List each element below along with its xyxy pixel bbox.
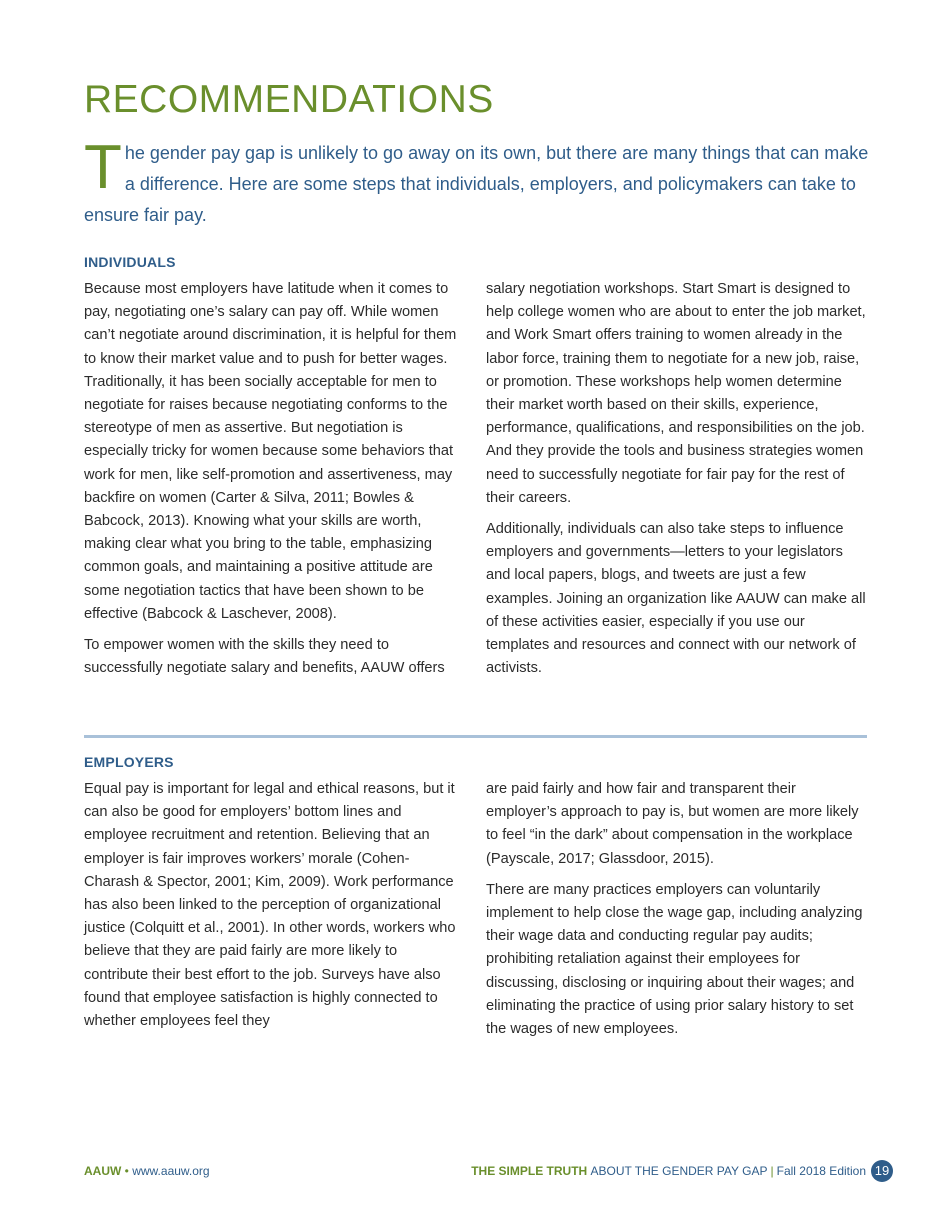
intro-paragraph [84, 133, 874, 231]
individuals-left-column [84, 278, 464, 688]
paragraph: Equal pay is important for legal and ethical reasons, but it can also be good for employers’ bottom lines and employee recruitment and retention. Believing that an employer is fair improves workers’ morale (Cohen-Charash & Spector, 2001; Kim, 2009). Work performance has also been linked to the perception of organizational justice (Colquitt et al., 2001). In other words, workers who believe that they are paid fairly are more likely to contribute their best effort to the job. Surveys have also found that employee satisfaction is highly connected to whether employees feel they [84, 781, 456, 1030]
page-title: RECOMMENDATIONS [84, 78, 494, 121]
individuals-heading: INDIVIDUALS [84, 254, 176, 270]
section-divider [84, 735, 867, 738]
paragraph: Additionally, individuals can also take steps to influence employers and governments—letters to your legislators and local papers, blogs, and tweets are just a few examples. Joining an organization like AAUW can make all of these activities easier, especially if you use our templates and resources and connect with our network of activists. [486, 521, 866, 677]
employers-right-column [486, 778, 868, 1049]
footer-separator: • [124, 1164, 129, 1178]
footer-publication-rest: ABOUT THE GENDER PAY GAP [590, 1164, 768, 1178]
footer-right [471, 1160, 893, 1182]
paragraph: To empower women with the skills they need to successfully negotiate salary and benefits, AAUW offers [84, 637, 445, 677]
intro-dropcap: T [84, 133, 122, 202]
employers-heading: EMPLOYERS [84, 754, 174, 770]
footer-edition: Fall 2018 Edition [776, 1164, 866, 1178]
footer-bar: | [770, 1164, 774, 1178]
footer-publication-highlight: THE SIMPLE TRUTH [471, 1164, 588, 1178]
paragraph: Because most employers have latitude when it comes to pay, negotiating one’s salary can pay off. While women can’t negotiate around discrimination, it is helpful for them to know their market value and to push for better wages. Traditionally, it has been socially acceptable for men to negotiate for raises because negotiating conforms to the stereotype of men as assertive. But negotiation is especially tricky for women because some behaviors that work for men, like self-promotion and assertiveness, may backfire on women (Carter & Silva, 2011; Bowles & Babcock, 2013). Knowing what your skills are worth, making clear what you bring to the table, emphasizing common goals, and maintaining a positive attitude are some negotiation tactics that have been shown to be effective (Babcock & Laschever, 2008). [84, 281, 457, 622]
footer-org: AAUW [84, 1164, 122, 1178]
employers-left-column [84, 778, 464, 1041]
page-number-badge: 19 [871, 1160, 893, 1182]
footer-left [84, 1160, 210, 1182]
paragraph: There are many practices employers can voluntarily implement to help close the wage gap, including analyzing their wage data and conducting regular pay audits; prohibiting retaliation against their employees for discussing, disclosing or inquiring about their wages; and eliminating the practice of using prior salary history to set the wages of new employees. [486, 881, 863, 1038]
footer-url-link[interactable]: www.aauw.org [132, 1164, 210, 1178]
paragraph: are paid fairly and how fair and transparent their employer’s approach to pay is, but women are more likely to feel “in the dark” about compensation in the workplace (Payscale, 2017; Glassdoor, 2015). [486, 781, 859, 867]
paragraph: salary negotiation workshops. Start Smart is designed to help college women who are about to enter the job market, and Work Smart offers training to women already in the labor force, training them to negotiate for a new job, raise, or promotion. These workshops help women determine their market worth based on their skills, experience, performance, qualifications, and responsibilities on the job. And they provide the tools and business strategies women need to successfully negotiate for fair pay for the rest of their careers. [486, 281, 866, 506]
individuals-right-column [486, 278, 868, 688]
intro-text: he gender pay gap is unlikely to go away on its own, but there are many things that can make a difference. Here are some steps that individuals, employers, and policymakers can take to ensure fair pay. [84, 143, 869, 225]
